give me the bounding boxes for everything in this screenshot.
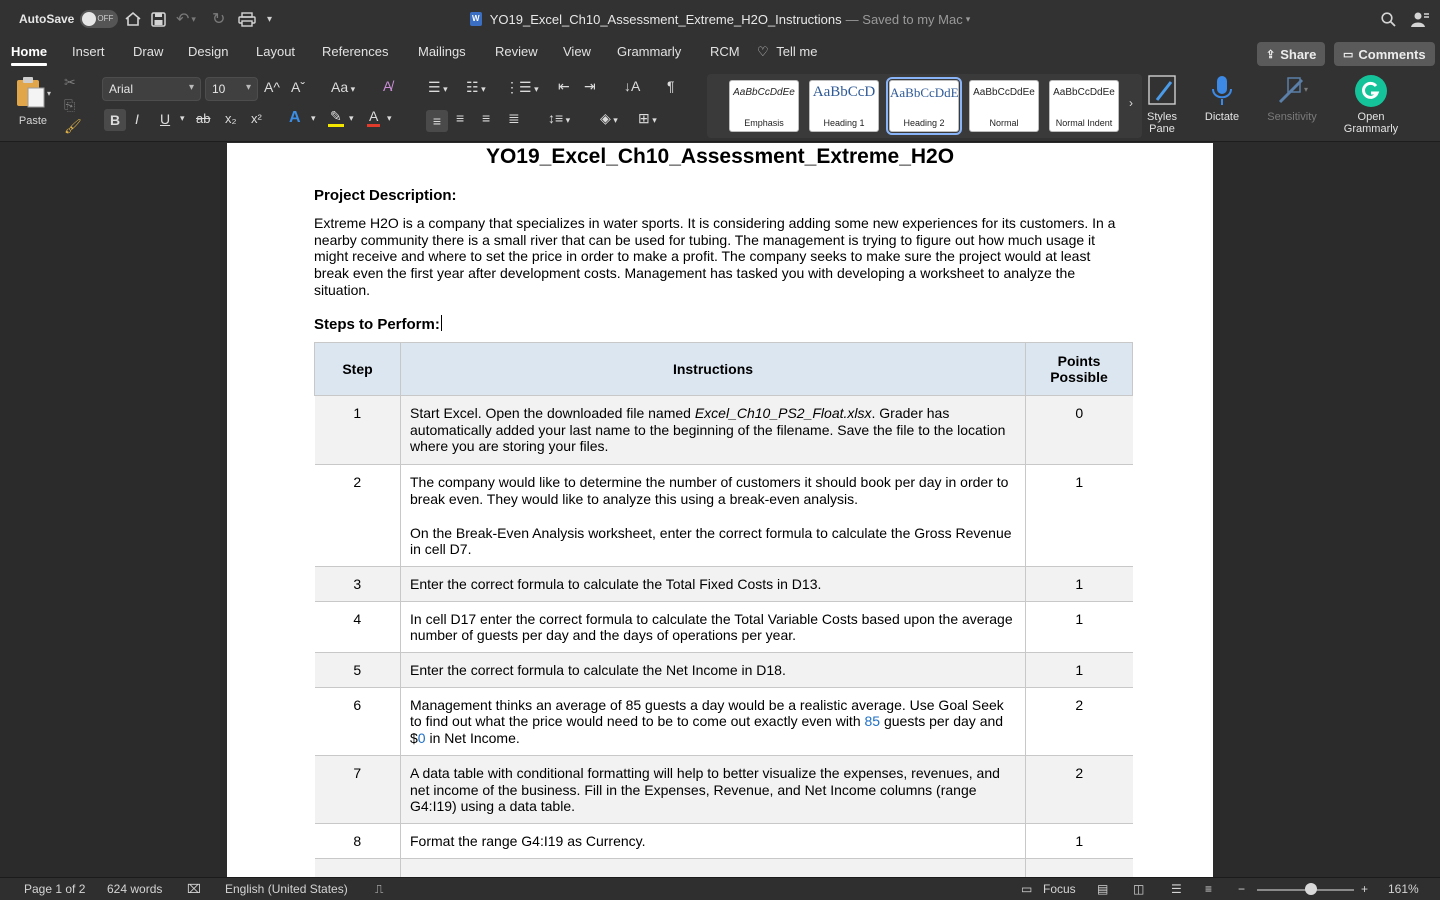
zoom-out-icon[interactable]: − xyxy=(1238,882,1246,896)
line-spacing-icon[interactable]: ↕≡ ▾ xyxy=(548,110,571,126)
justify-icon[interactable]: ≣ xyxy=(508,110,520,126)
styles-gallery xyxy=(707,74,1142,138)
steps-heading xyxy=(314,315,442,333)
align-center-icon[interactable]: ≡ xyxy=(456,110,465,126)
chevron-down-icon[interactable]: ▾ xyxy=(349,113,354,123)
saved-status: — Saved to my Mac xyxy=(845,11,963,27)
points-cell: 2 xyxy=(1026,687,1133,755)
highlighted-value: 0 xyxy=(417,730,426,747)
points-cell: 2 xyxy=(1026,755,1133,823)
change-case-label: Aa xyxy=(331,79,349,95)
italic-button[interactable]: I xyxy=(135,111,139,127)
steps-table xyxy=(314,342,1133,893)
shrink-font-button[interactable]: Aˇ xyxy=(291,79,305,95)
paste-label: Paste xyxy=(18,115,48,127)
step-number: 5 xyxy=(315,653,401,688)
tab-home[interactable]: Home xyxy=(11,44,48,59)
table-row xyxy=(315,465,1133,567)
word-doc-icon: W xyxy=(470,12,482,26)
step-number: 1 xyxy=(315,396,401,465)
increase-indent-icon[interactable]: ⇥ xyxy=(584,78,596,94)
autosave-label: AutoSave xyxy=(19,12,75,26)
redo-icon[interactable]: ↻ xyxy=(212,11,226,28)
instruction-cell: In cell D17 enter the correct formula to calculate the Total Variable Costs based upon the average number of guests per day and the days of operations per year. xyxy=(401,601,1026,652)
instruction-cell xyxy=(401,396,1026,465)
borders-icon[interactable]: ⊞ ▾ xyxy=(638,110,657,126)
instruction-cell: Enter the correct formula to calculate the Total Fixed Costs in D13. xyxy=(401,566,1026,601)
points-cell: 0 xyxy=(1026,396,1133,465)
styles-pane-label: Styles Pane xyxy=(1147,111,1177,135)
web-layout-icon[interactable]: ◫ xyxy=(1133,882,1145,896)
align-right-icon[interactable]: ≡ xyxy=(482,110,491,126)
style-preview: AaBbCcDdEe xyxy=(1053,87,1115,98)
step-number: 8 xyxy=(315,823,401,858)
focus-label[interactable]: Focus xyxy=(1043,882,1076,896)
document-title-bar xyxy=(0,0,1440,38)
styles-pane-button[interactable] xyxy=(1142,74,1182,135)
instruction-text: in Net Income. xyxy=(425,730,520,747)
microphone-icon xyxy=(1210,74,1234,108)
instruction-text: The company would like to determine the number of customers it should book per day in order to break even. They would like to analyze this using a break-even analysis. xyxy=(410,474,1009,507)
word-count[interactable]: 624 words xyxy=(107,882,163,896)
style-heading-2[interactable] xyxy=(889,80,959,132)
instruction-cell xyxy=(401,465,1026,567)
tab-design[interactable]: Design xyxy=(188,44,229,59)
dictate-button[interactable] xyxy=(1200,74,1244,123)
style-preview: AaBbCcDdE xyxy=(890,85,959,100)
search-icon[interactable] xyxy=(1381,0,1396,38)
table-row xyxy=(315,396,1133,465)
font-name-value: Arial xyxy=(109,82,134,96)
open-grammarly-button[interactable] xyxy=(1341,74,1401,135)
project-description-heading: Project Description: xyxy=(314,187,457,204)
instruction-cell xyxy=(401,687,1026,755)
bullets-icon[interactable]: ☰ ▾ xyxy=(428,79,448,95)
step-number: 7 xyxy=(315,755,401,823)
show-formatting-button[interactable]: ¶ xyxy=(667,78,675,94)
tell-me-box[interactable] xyxy=(757,44,817,60)
instructions-column-header: Instructions xyxy=(401,343,1026,396)
copy-icon[interactable]: ⎘ xyxy=(64,97,76,113)
project-description-text: Extreme H2O is a company that specializes in water sports. It is considering adding some new experiences for its customers. In a nearby community there is a small river that can be used for tubing. The management is trying to figure out how much usage it might receive and where to set the price in order to make a profit. The company seeks to make sure the project would at least break even the first year after development costs. Management has tasked you with developing a worksheet to analyze the situation. xyxy=(314,215,1116,298)
highlight-color-icon[interactable]: ✎ xyxy=(328,108,344,125)
numbering-icon[interactable]: ☷ ▾ xyxy=(466,79,486,95)
font-color-icon[interactable]: A xyxy=(367,108,380,124)
highlighted-value: 85 xyxy=(864,713,881,730)
tab-mailings[interactable]: Mailings xyxy=(418,44,466,59)
tab-insert[interactable]: Insert xyxy=(72,44,105,59)
tab-review[interactable]: Review xyxy=(495,44,538,59)
points-cell: 1 xyxy=(1026,823,1133,858)
instruction-text: guests per day and $ xyxy=(410,713,1004,747)
accessibility-icon[interactable]: ⎍ xyxy=(375,882,384,896)
instruction-cell: Enter the correct formula to calculate the Net Income in D18. xyxy=(401,653,1026,688)
points-cell: 1 xyxy=(1026,653,1133,688)
align-left-icon[interactable]: ≡ xyxy=(426,110,448,132)
zoom-in-icon[interactable]: + xyxy=(1361,882,1369,896)
table-row xyxy=(315,566,1133,601)
instruction-text: . Grader has automatically added your last name to the beginning of the filename. Save the file to the location where you are storing your files. xyxy=(410,405,1006,455)
underline-button[interactable]: U xyxy=(160,111,171,127)
customize-toolbar-icon[interactable]: ▾ xyxy=(267,13,273,25)
superscript-button[interactable]: x² xyxy=(251,111,262,126)
text-effects-icon[interactable]: A xyxy=(289,109,301,126)
document-workspace[interactable] xyxy=(0,143,1440,877)
page-count[interactable]: Page 1 of 2 xyxy=(24,882,86,896)
comments-button[interactable] xyxy=(1334,42,1435,66)
comment-icon: ▭ xyxy=(1343,48,1354,61)
font-size-value: 10 xyxy=(212,82,226,96)
table-row xyxy=(315,653,1133,688)
instruction-cell: Format the range G4:I19 as Currency. xyxy=(401,823,1026,858)
svg-text:▾: ▾ xyxy=(1304,85,1309,94)
share-label: Share xyxy=(1280,46,1317,62)
style-name: Normal Indent xyxy=(1055,118,1113,128)
strikethrough-button[interactable]: ab xyxy=(196,111,211,126)
outline-view-icon[interactable]: ☰ xyxy=(1171,882,1182,896)
table-row xyxy=(315,687,1133,755)
chevron-down-icon[interactable]: ▾ xyxy=(180,113,185,123)
points-column-header: Points Possible xyxy=(1026,343,1133,396)
style-preview: AaBbCcD xyxy=(812,84,876,100)
clear-formatting-icon[interactable]: A̸ xyxy=(383,78,393,94)
print-layout-icon[interactable]: ▤ xyxy=(1097,882,1109,896)
font-name-select[interactable] xyxy=(102,77,201,101)
font-size-select[interactable] xyxy=(205,77,258,101)
sensitivity-button[interactable] xyxy=(1262,74,1322,123)
home-ribbon xyxy=(0,70,1440,142)
subscript-button[interactable]: x₂ xyxy=(225,111,237,126)
table-row xyxy=(315,755,1133,823)
decrease-indent-icon[interactable]: ⇤ xyxy=(558,78,570,94)
points-cell: 1 xyxy=(1026,465,1133,567)
shading-icon[interactable]: ◈ ▾ xyxy=(600,110,618,126)
focus-icon[interactable]: ▭ xyxy=(1021,882,1033,896)
share-icon: ⇪ xyxy=(1266,48,1276,61)
tab-layout[interactable]: Layout xyxy=(256,44,296,59)
proofing-icon[interactable]: ⌧ xyxy=(187,882,201,896)
bold-button[interactable]: B xyxy=(104,109,126,131)
style-name: Normal xyxy=(989,118,1019,128)
table-row xyxy=(315,601,1133,652)
draft-view-icon[interactable]: ≡ xyxy=(1205,882,1213,896)
chevron-down-icon[interactable]: ▾ xyxy=(965,13,971,24)
lightbulb-icon: ♡ xyxy=(757,44,769,59)
chevron-down-icon: ▾ xyxy=(245,82,251,93)
tab-rcm[interactable]: RCM xyxy=(710,44,740,59)
step-number: 3 xyxy=(315,566,401,601)
chevron-down-icon[interactable]: ▾ xyxy=(311,113,316,123)
dictate-label: Dictate xyxy=(1204,111,1240,123)
language[interactable]: English (United States) xyxy=(225,882,348,896)
table-row xyxy=(315,823,1133,858)
points-cell: 1 xyxy=(1026,566,1133,601)
instruction-text: Management thinks an average of 85 guests a day would be a realistic average. Use Goal Seek to find out what the price would need to be to come out exactly even with xyxy=(410,696,1004,730)
style-normal-indent[interactable] xyxy=(1049,80,1119,132)
file-name: Excel_Ch10_PS2_Float.xlsx xyxy=(694,405,872,421)
account-icon[interactable] xyxy=(1411,0,1429,38)
tab-draw[interactable]: Draw xyxy=(133,44,164,59)
grammarly-icon xyxy=(1354,74,1388,108)
instruction-text: Start Excel. Open the downloaded file named xyxy=(410,405,695,421)
document-heading: YO19_Excel_Ch10_Assessment_Extreme_H2O xyxy=(485,145,955,168)
sensitivity-icon xyxy=(1274,74,1310,108)
ribbon-tab-bar xyxy=(0,38,1440,70)
style-name: Heading 2 xyxy=(903,118,945,128)
text-cursor xyxy=(441,315,442,331)
paste-button[interactable] xyxy=(14,76,54,127)
chevron-down-icon: ▾ xyxy=(188,82,194,93)
step-number: 4 xyxy=(315,601,401,652)
points-cell: 1 xyxy=(1026,601,1133,652)
status-bar xyxy=(0,877,1440,900)
style-preview: AaBbCcDdEe xyxy=(973,87,1035,98)
title-bar xyxy=(0,0,1440,38)
tab-references[interactable]: References xyxy=(322,44,389,59)
step-number: 2 xyxy=(315,465,401,567)
style-preview: AaBbCcDdEe xyxy=(733,87,795,98)
tab-grammarly[interactable]: Grammarly xyxy=(617,44,682,59)
comments-label: Comments xyxy=(1358,46,1426,62)
chevron-right-icon[interactable]: › xyxy=(1129,96,1133,110)
format-painter-icon[interactable]: 🖌 xyxy=(64,118,82,134)
grow-font-button[interactable]: A^ xyxy=(264,79,280,95)
instruction-text: On the Break-Even Analysis worksheet, enter the correct formula to calculate the Gross Revenue in cell D7. xyxy=(410,524,1012,558)
style-normal[interactable] xyxy=(969,80,1039,132)
style-emphasis[interactable] xyxy=(729,80,799,132)
table-header-row xyxy=(315,343,1133,396)
steps-heading-text: Steps to Perform: xyxy=(314,316,440,333)
document-page[interactable] xyxy=(227,143,1213,877)
multilevel-list-icon[interactable]: ⋮☰ ▾ xyxy=(505,79,539,95)
step-number: 6 xyxy=(315,687,401,755)
style-name: Emphasis xyxy=(744,118,784,128)
clipboard-icon xyxy=(14,76,50,108)
instruction-cell: A data table with conditional formatting will help to better visualize the expenses, revenues, and net income of the business. Fill in the Expenses, Revenue, and Net Income columns (range G4:I19) using a data table. xyxy=(401,755,1026,823)
share-button[interactable] xyxy=(1257,42,1325,66)
tell-me-label: Tell me xyxy=(776,44,818,59)
style-heading-1[interactable] xyxy=(809,80,879,132)
open-grammarly-label: Open Grammarly xyxy=(1343,111,1399,135)
cut-icon[interactable]: ✂ xyxy=(64,74,76,90)
sensitivity-label: Sensitivity xyxy=(1267,111,1317,123)
svg-text:▾: ▾ xyxy=(47,89,52,98)
tab-view[interactable]: View xyxy=(563,44,591,59)
step-column-header: Step xyxy=(315,343,401,396)
style-name: Heading 1 xyxy=(823,118,865,128)
zoom-level[interactable]: 161% xyxy=(1388,882,1419,896)
autosave-toggle[interactable]: OFF xyxy=(80,10,118,28)
undo-icon[interactable]: ↶ ▾ xyxy=(176,11,196,28)
change-case-button[interactable]: Aa ▾ xyxy=(331,79,356,95)
zoom-slider-handle[interactable] xyxy=(1305,883,1317,895)
chevron-down-icon[interactable]: ▾ xyxy=(387,113,392,123)
styles-pane-icon xyxy=(1147,74,1177,106)
sort-icon[interactable]: ↓A xyxy=(624,78,641,94)
document-name[interactable]: YO19_Excel_Ch10_Assessment_Extreme_H2O_Instructions xyxy=(489,11,842,27)
